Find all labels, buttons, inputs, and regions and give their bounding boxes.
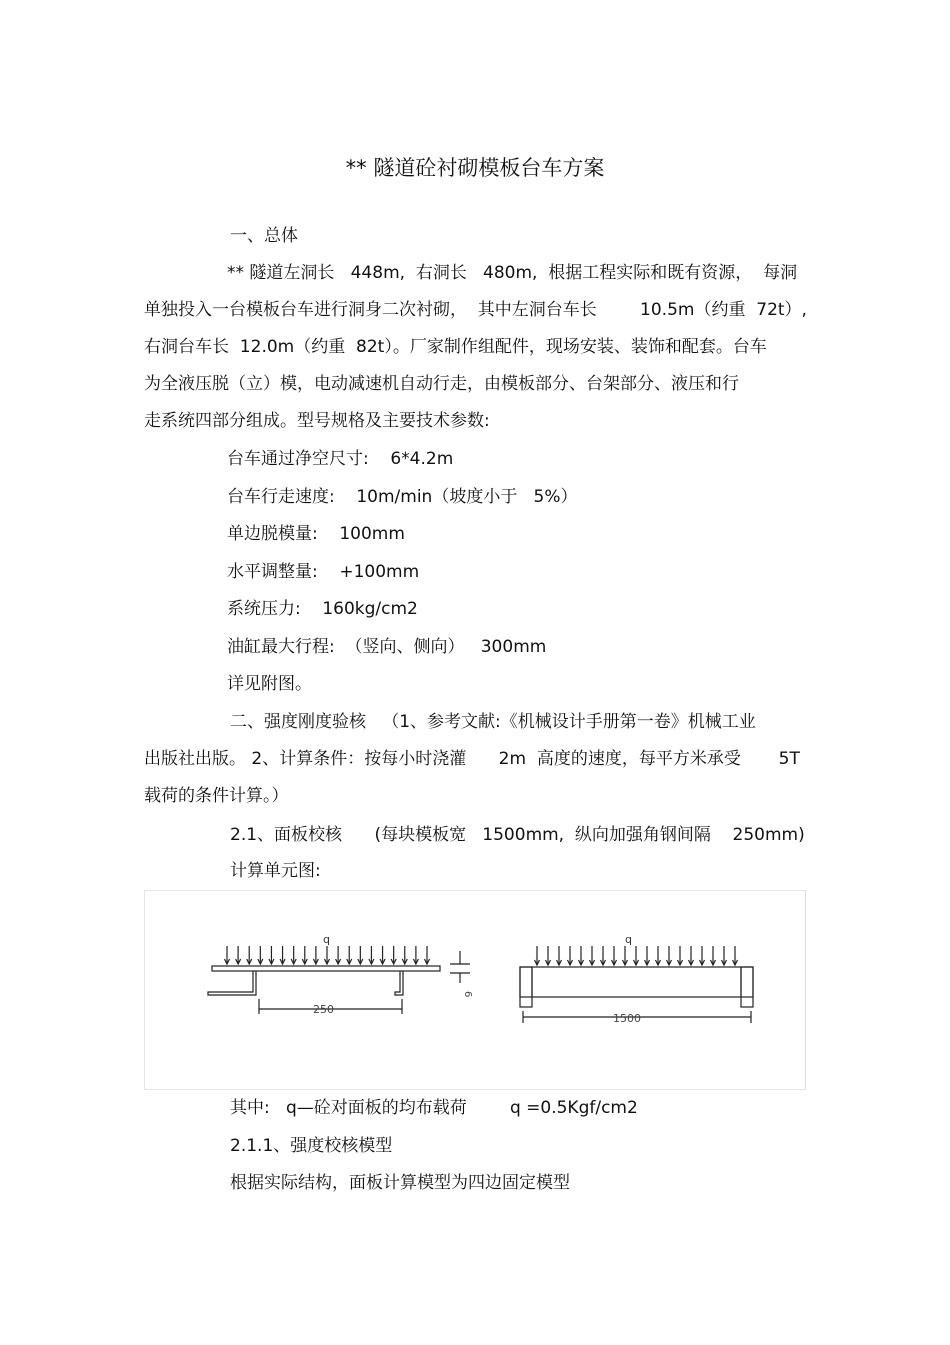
load-definition-line: 其中: q—砼对面板的均布载荷 q =0.5Kgf/cm2: [230, 1098, 638, 1118]
section-2-line: 载荷的条件计算。）: [144, 786, 289, 806]
right-dimension-label: 1500: [613, 1012, 641, 1025]
paragraph-line: 为全液压脱（立）模，电动减速机自动行走，由模板部分、台架部分、液压和行: [144, 374, 739, 394]
section-2-1-heading: 2.1、面板校核 (每块模板宽 1500mm, 纵向加强角钢间隔 250mm): [230, 825, 805, 845]
param-system-pressure: 系统压力: 160kg/cm2: [227, 599, 418, 619]
model-description-line: 根据实际结构，面板计算模型为四边固定模型: [230, 1173, 570, 1193]
left-panel-plate: [212, 966, 440, 971]
paragraph-line: 单独投入一台模板台车进行洞身二次衬砌， 其中左洞台车长 10.5m（约重 72t）,: [144, 300, 807, 320]
document-title: ** 隧道砼衬砌模板台车方案: [345, 156, 605, 180]
left-dimension-label: 250: [313, 1003, 334, 1016]
right-load-arrows: [535, 946, 738, 965]
left-angle-stiffener: [208, 971, 256, 995]
param-clearance: 台车通过净空尺寸: 6*4.2m: [227, 449, 454, 469]
section-2-1-1-heading: 2.1.1、强度校核模型: [230, 1136, 393, 1156]
calc-unit-diagram: [145, 891, 805, 1089]
param-see-figure: 详见附图。: [227, 674, 312, 694]
left-load-arrows: [225, 946, 430, 964]
section-2-line: 出版社出版。 2、计算条件：按每小时浇灌 2m 高度的速度，每平方米承受 5T: [144, 749, 800, 769]
calc-unit-figure: [144, 890, 806, 1090]
left-panel-diagram: [208, 946, 470, 1014]
left-load-label: q: [323, 933, 330, 946]
right-load-label: q: [625, 933, 632, 946]
paragraph-line: ** 隧道左洞长 448m, 右洞长 480m, 根据工程实际和既有资源， 每洞: [227, 263, 798, 283]
left-angle-stiffener: [395, 971, 403, 995]
paragraph-line: 右洞台车长 12.0m（约重 82t）。厂家制作组配件，现场安装、装饰和配套。台车: [144, 337, 767, 357]
right-panel-beam: [520, 967, 753, 997]
section-1-heading: 一、总体: [230, 226, 298, 246]
param-demold: 单边脱模量: 100mm: [227, 524, 405, 544]
calc-figure-label: 计算单元图:: [230, 861, 321, 881]
param-horizontal-adjust: 水平调整量: +100mm: [227, 562, 420, 582]
right-support-right: [741, 967, 753, 1007]
right-support-left: [520, 967, 532, 1007]
paragraph-line: 走系统四部分组成。型号规格及主要技术参数:: [144, 411, 490, 431]
param-travel-speed: 台车行走速度: 10m/min（坡度小于 5%）: [227, 487, 578, 507]
thickness-label: 6: [462, 991, 473, 998]
section-2-line: 二、强度刚度验核 （1、参考文献:《机械设计手册第一卷》机械工业: [230, 712, 756, 732]
param-cylinder-stroke: 油缸最大行程: （竖向、侧向） 300mm: [227, 637, 547, 657]
